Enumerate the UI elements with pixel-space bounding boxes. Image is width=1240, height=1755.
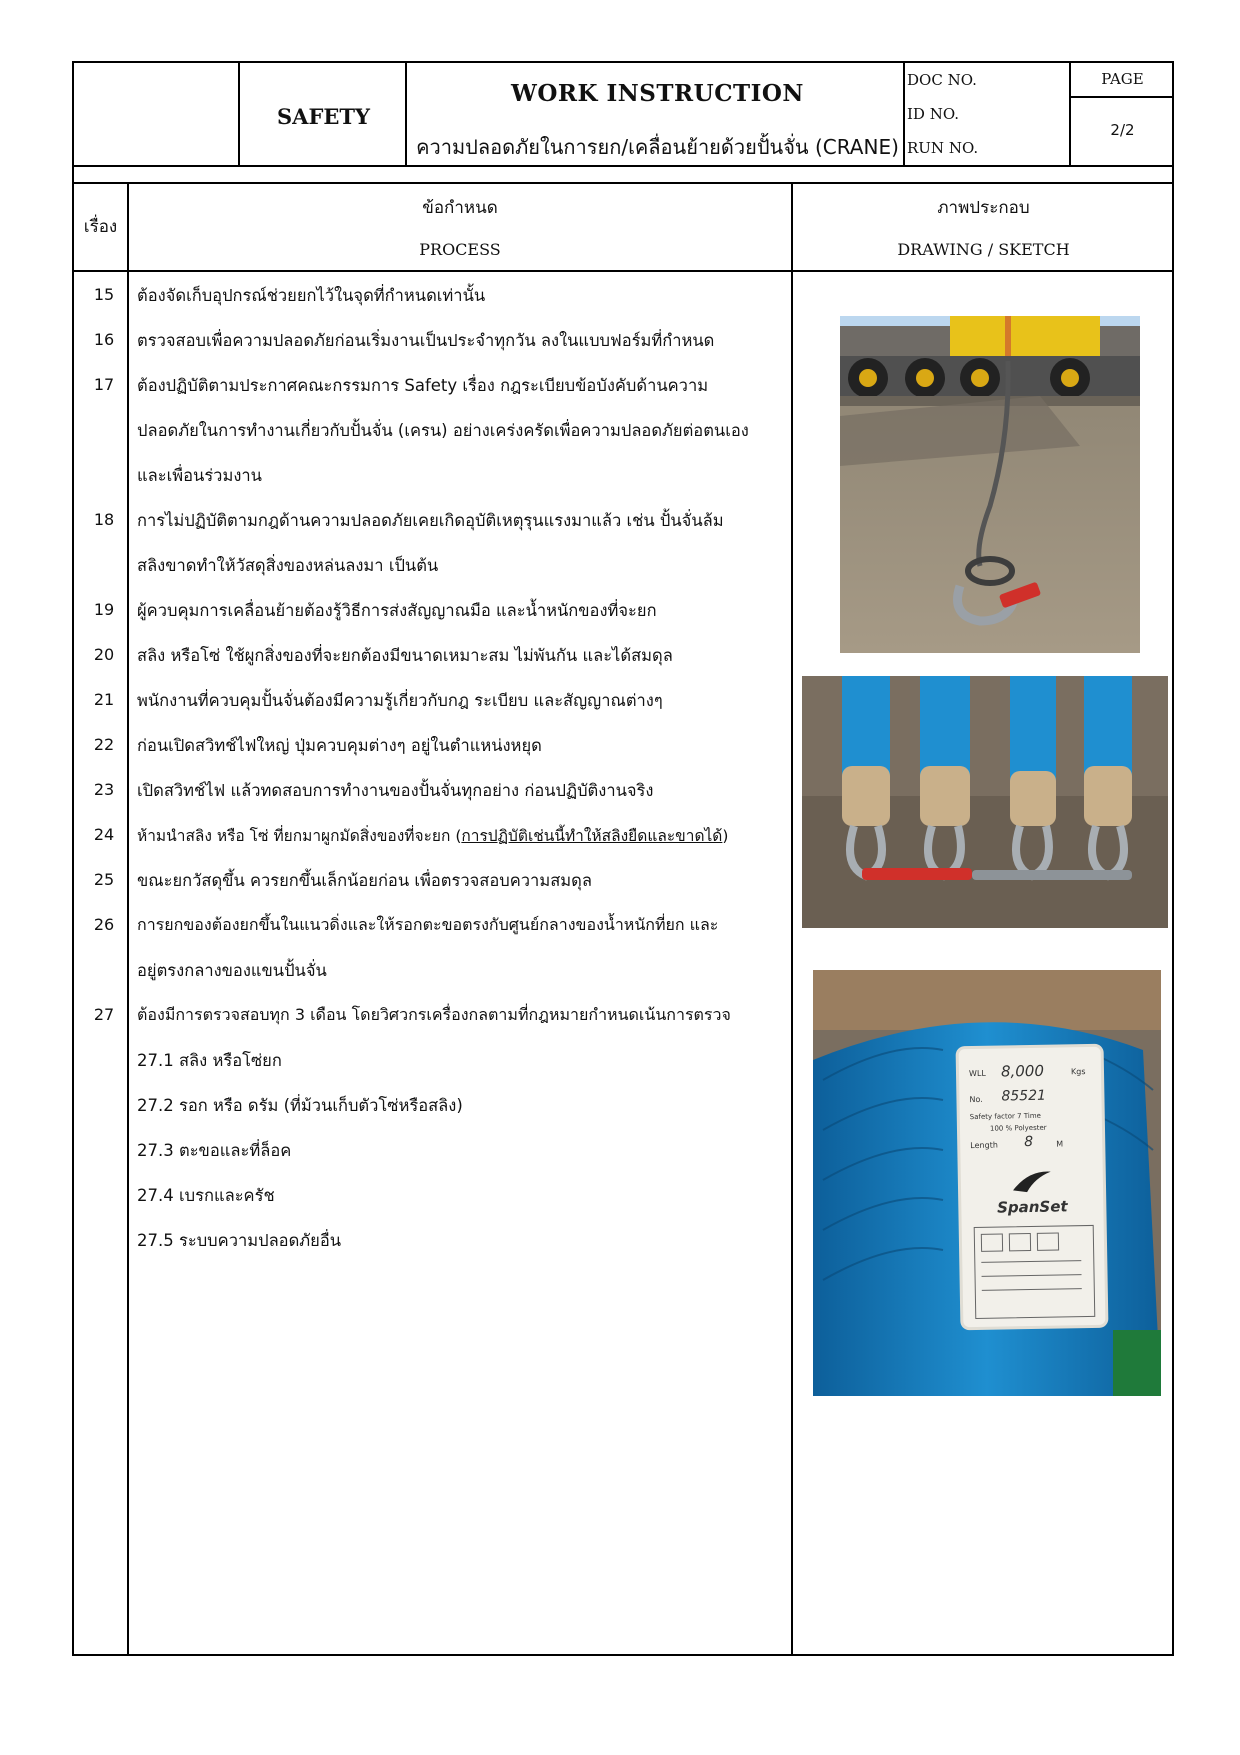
row-text: สลิง หรือโซ่ ใช้ผูกสิ่งของที่จะยกต้องมีขนาดเหมาะสม ไม่พันกัน และได้สมดุล <box>137 646 673 665</box>
row-text <box>137 823 728 848</box>
row-number: 22 <box>93 735 115 754</box>
column-header-bottom-line <box>72 270 1174 272</box>
process-column-header-en: PROCESS <box>419 240 501 259</box>
row-text: และเพื่อนร่วมงาน <box>137 466 262 485</box>
row-text: ผู้ควบคุมการเคลื่อนย้ายต้องรู้วิธีการส่งสัญญาณมือ และน้ำหนักของที่จะยก <box>137 601 657 620</box>
department-title: SAFETY <box>277 103 370 129</box>
row-number: 18 <box>93 510 115 529</box>
sub-item: 27.4 เบรกและครัช <box>137 1186 275 1205</box>
row-text: เปิดสวิทช์ไฟ แล้วทดสอบการทำงานของปั้นจั่นทุกอย่าง ก่อนปฏิบัติงานจริง <box>137 781 654 800</box>
column-divider-drawing <box>791 182 793 1656</box>
row-text: การไม่ปฏิบัติตามกฎด้านความปลอดภัยเคยเกิดอุบัติเหตุรุนแรงมาแล้ว เช่น ปั้นจั่นล้ม <box>137 511 724 530</box>
tag-symbols <box>974 1225 1096 1319</box>
sub-item: 27.2 รอก หรือ ดรัม (ที่ม้วนเก็บตัวโซ่หรือสลิง) <box>137 1096 463 1115</box>
run-no-label: RUN NO. <box>907 139 979 157</box>
page-value: 2/2 <box>1110 121 1135 139</box>
row-text: ปลอดภัยในการทำงานเกี่ยวกับปั้นจั่น (เครน) อย่างเคร่งครัดเพื่อความปลอดภัยต่อตนเอง <box>137 421 749 440</box>
row-number: 26 <box>93 915 115 934</box>
row-text: ต้องปฏิบัติตามประกาศคณะกรรมการ Safety เรื่อง กฎระเบียบข้อบังคับด้านความ <box>137 376 709 395</box>
spanset-logo-icon <box>1009 1166 1056 1197</box>
sub-item: 27.5 ระบบความปลอดภัยอื่น <box>137 1231 342 1250</box>
no-label: No. <box>969 1094 983 1105</box>
row-number: 16 <box>93 330 115 349</box>
row-number: 20 <box>93 645 115 664</box>
length-unit: M <box>1056 1139 1064 1149</box>
row-text: ต้องมีการตรวจสอบทุก 3 เดือน โดยวิศวกรเครื่องกลตามที่กฎหมายกำหนดเน้นการตรวจ <box>137 1005 731 1024</box>
row-number: 21 <box>93 690 115 709</box>
spanset-sling-photo <box>813 970 1161 1396</box>
safety-factor: Safety factor 7 Time <box>969 1111 1042 1122</box>
row-text-main: ห้ามนำสลิง หรือ โซ่ ที่ยกมาผูกมัดสิ่งของที่จะยก ( <box>137 827 462 845</box>
row-text: สลิงขาดทำให้วัสดุสิ่งของหล่นลงมา เป็นต้น <box>137 556 439 575</box>
row-text-tail: ) <box>722 827 729 845</box>
slings-shackles-photo <box>802 676 1168 928</box>
row-number: 15 <box>93 285 115 304</box>
header-gap-line <box>72 182 1174 184</box>
topic-column-header: เรื่อง <box>83 217 118 237</box>
material: 100 % Polyester <box>989 1123 1047 1133</box>
sub-item: 27.1 สลิง หรือโซ่ยก <box>137 1051 282 1070</box>
row-text: การยกของต้องยกขึ้นในแนวดิ่งและให้รอกตะขอตรงกับศูนย์กลางของน้ำหนักที่ยก และ <box>137 915 719 934</box>
process-column-header-th: ข้อกำหนด <box>422 198 498 218</box>
wll-label: WLL <box>968 1068 986 1079</box>
sub-item: 27.3 ตะขอและที่ล็อค <box>137 1141 292 1160</box>
doc-no-label: DOC NO. <box>907 71 977 89</box>
row-text: อยู่ตรงกลางของแขนปั้นจั่น <box>137 961 327 980</box>
brand-name: SpanSet <box>996 1197 1068 1217</box>
wll-unit: Kgs <box>1070 1067 1086 1077</box>
no-value: 85521 <box>1001 1087 1047 1105</box>
drawing-column-header-th: ภาพประกอบ <box>937 198 1030 218</box>
row-text-underlined: การปฏิบัติเช่นนี้ทำให้สลิงยืดและขาดได้ <box>461 827 723 845</box>
length-label: Length <box>970 1140 998 1151</box>
row-text: ก่อนเปิดสวิทช์ไฟใหญ่ ปุ่มควบคุมต่างๆ อยู่ในตำแหน่งหยุด <box>137 736 542 755</box>
row-number: 23 <box>93 780 115 799</box>
page-label: PAGE <box>1101 70 1144 88</box>
row-number: 25 <box>93 870 115 889</box>
doc-type-title: WORK INSTRUCTION <box>511 80 804 107</box>
sling-tag <box>959 1047 1106 1327</box>
subject-title: ความปลอดภัยในการยก/เคลื่อนย้ายด้วยปั้นจั่น (CRANE) <box>416 135 899 159</box>
row-number: 24 <box>93 825 115 844</box>
id-no-label: ID NO. <box>907 105 960 123</box>
wll-value: 8,000 <box>1000 1061 1045 1081</box>
row-number: 19 <box>93 600 115 619</box>
row-text: ขณะยกวัสดุขึ้น ควรยกขึ้นเล็กน้อยก่อน เพื่อตรวจสอบความสมดุล <box>137 871 592 890</box>
column-divider-topic <box>127 182 129 1656</box>
row-number: 17 <box>93 375 115 394</box>
row-text: พนักงานที่ควบคุมปั้นจั่นต้องมีความรู้เกี่ยวกับกฎ ระเบียบ และสัญญาณต่างๆ <box>137 691 663 710</box>
crane-sling-photo <box>840 316 1140 653</box>
drawing-column-header-en: DRAWING / SKETCH <box>897 240 1070 259</box>
row-text: ตรวจสอบเพื่อความปลอดภัยก่อนเริ่มงานเป็นประจำทุกวัน ลงในแบบฟอร์มที่กำหนด <box>137 331 715 350</box>
page-cell-line <box>1069 96 1174 98</box>
length-value: 8 <box>1024 1133 1034 1151</box>
header-divider-1 <box>238 61 240 166</box>
row-text: ต้องจัดเก็บอุปกรณ์ช่วยยกไว้ในจุดที่กำหนดเท่านั้น <box>137 286 486 305</box>
row-number: 27 <box>93 1005 115 1024</box>
